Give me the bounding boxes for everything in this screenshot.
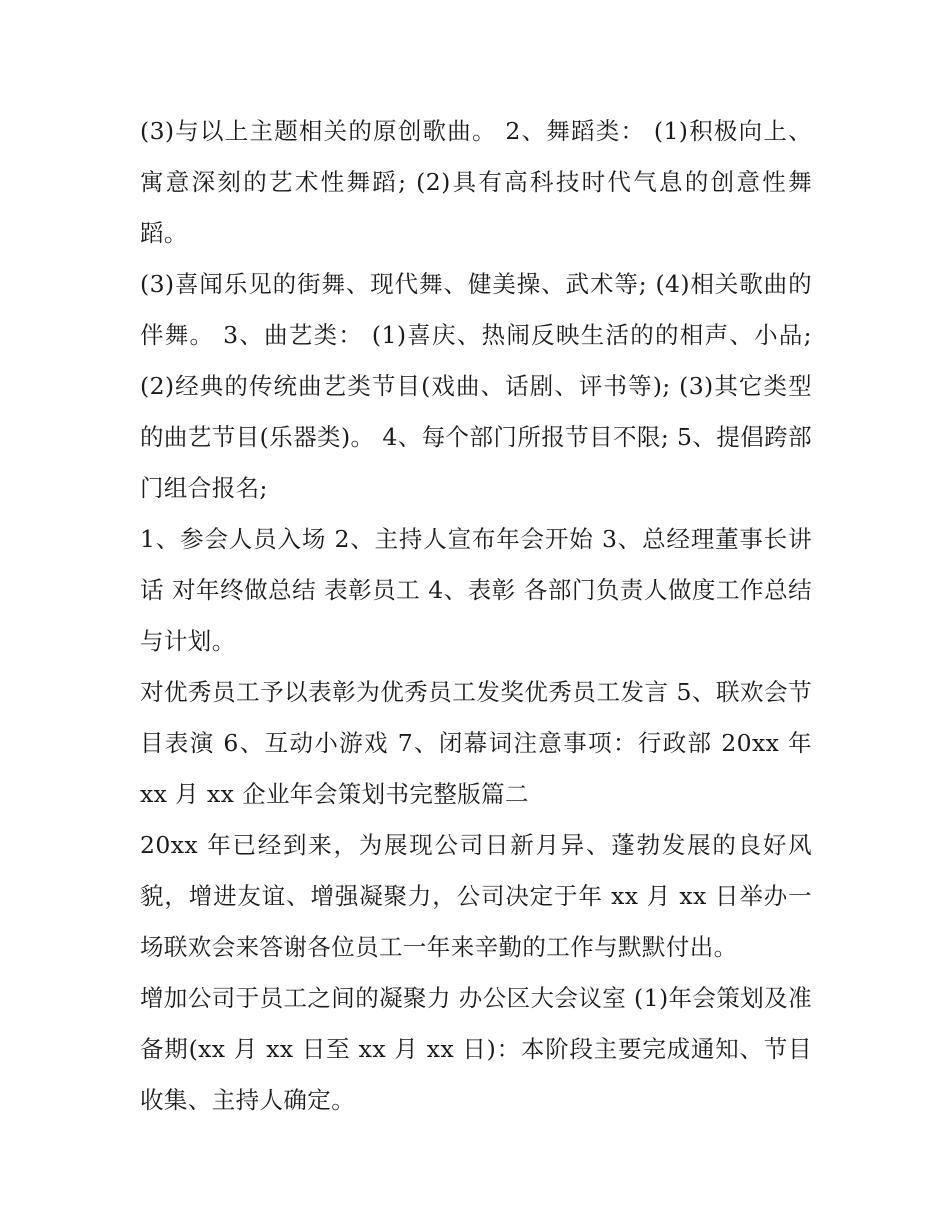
document-body xyxy=(140,106,812,1126)
paragraph-3: 1、参会人员入场 2、主持人宣布年会开始 3、总经理董事长讲话 对年终做总结 表彰员工 4、表彰 各部门负责人做度工作总结与计划。 xyxy=(140,525,812,655)
paragraph-2: (3)喜闻乐见的街舞、现代舞、健美操、武术等; (4)相关歌曲的伴舞。 3、曲艺类： (1)喜庆、热闹反映生活的的相声、小品; (2)经典的传统曲艺类节目(戏曲、话剧、评书等); (3)其它类型的曲艺节目(乐器类)。 4、每个部门所报节目不限; 5、提倡跨部门组合报名; xyxy=(140,270,812,502)
paragraph-6: 增加公司于员工之间的凝聚力 办公区大会议室 (1)年会策划及准备期(xx 月 xx 日至 xx 月 xx 日)：本阶段主要完成通知、节目收集、主持人确定。 xyxy=(140,984,812,1114)
paragraph-5: 20xx 年已经到来，为展现公司日新月异、蓬勃发展的良好风貌，增进友谊、增强凝聚力，公司决定于年 xx 月 xx 日举办一场联欢会来答谢各位员工一年来辛勤的工作与默默付出。 xyxy=(140,831,812,961)
paragraph-4: 对优秀员工予以表彰为优秀员工发奖优秀员工发言 5、联欢会节目表演 6、互动小游戏 7、闭幕词注意事项：行政部 20xx 年 xx 月 xx 企业年会策划书完整版篇二 xyxy=(140,678,812,808)
paragraph-1: (3)与以上主题相关的原创歌曲。 2、舞蹈类： (1)积极向上、寓意深刻的艺术性舞蹈; (2)具有高科技时代气息的创意性舞蹈。 xyxy=(140,117,812,247)
